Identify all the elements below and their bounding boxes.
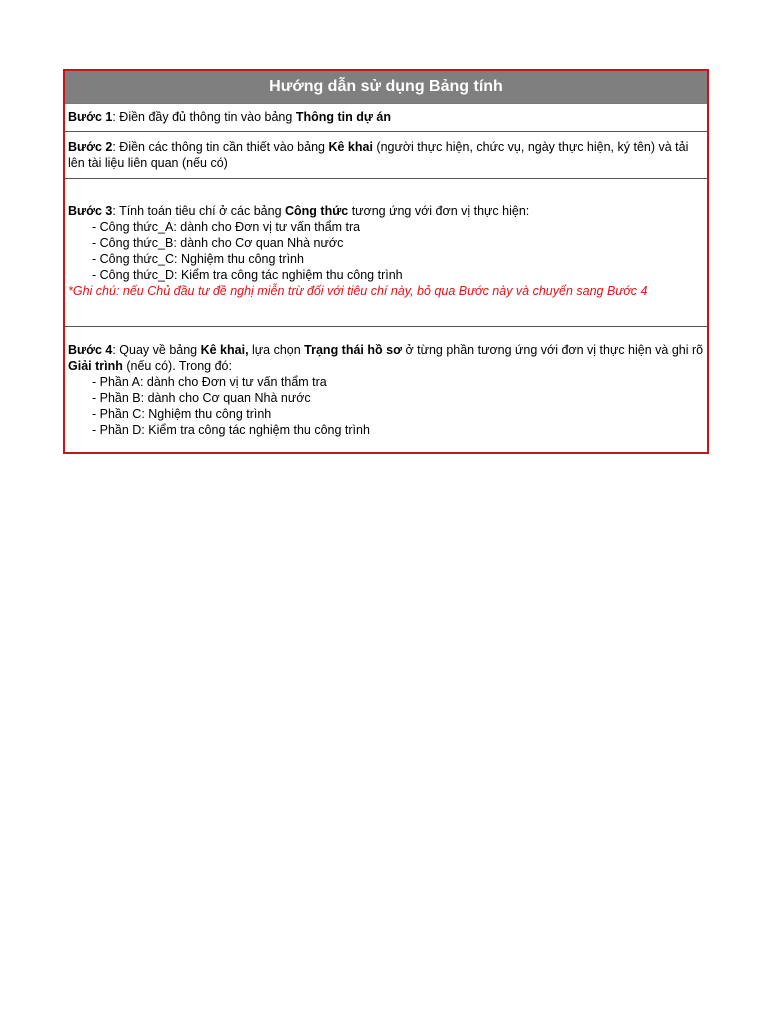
step-4-text-b: lựa chọn bbox=[248, 343, 305, 357]
step-4-row bbox=[65, 327, 707, 452]
step-3-item-d: - Công thức_D: Kiểm tra công tác nghiệm thu công trình bbox=[92, 268, 403, 282]
step-2-text-a: : Điền các thông tin cần thiết vào bảng bbox=[112, 140, 329, 154]
step-3-item-a: - Công thức_A: dành cho Đơn vị tư vấn thẩm tra bbox=[92, 220, 361, 234]
table-title: Hướng dẫn sử dụng Bảng tính bbox=[269, 78, 503, 95]
step-4-bold-b: Trạng thái hồ sơ bbox=[304, 343, 402, 357]
step-4-item-c: - Phần C: Nghiệm thu công trình bbox=[92, 407, 272, 421]
step-3-text-b: tương ứng với đơn vị thực hiện: bbox=[348, 204, 530, 218]
step-4-bold-c: Giải trình bbox=[68, 359, 123, 373]
step-4-text-d: (nếu có). Trong đó: bbox=[122, 359, 232, 373]
step-3-item-c: - Công thức_C: Nghiệm thu công trình bbox=[92, 252, 304, 266]
step-4-text-c: ở từng phần tương ứng với đơn vị thực hiện và ghi rõ bbox=[401, 343, 704, 357]
step-3-row bbox=[65, 179, 707, 327]
step-3-text-a: : Tính toán tiêu chí ở các bảng bbox=[112, 204, 285, 218]
step-3-item-b: - Công thức_B: dành cho Cơ quan Nhà nước bbox=[92, 236, 344, 250]
step-4-bold-a: Kê khai, bbox=[200, 343, 249, 357]
instructions-table bbox=[63, 69, 709, 454]
step-4-label: Bước 4 bbox=[68, 343, 113, 357]
step-3-line bbox=[68, 203, 704, 219]
step-3-label: Bước 3 bbox=[68, 204, 113, 218]
step-4-item-b: - Phần B: dành cho Cơ quan Nhà nước bbox=[92, 391, 311, 405]
step-4-item-a: - Phần A: dành cho Đơn vị tư vấn thẩm tra bbox=[92, 375, 327, 389]
step-4-text-a: : Quay về bảng bbox=[112, 343, 201, 357]
table-header bbox=[65, 71, 707, 104]
step-3-bold: Công thức bbox=[285, 204, 349, 218]
step-4-line bbox=[68, 342, 704, 374]
step-2-text-b: (người thực hiện, chức vụ, ngày thực hiện, ký tên) và tải lên tài liệu liên quan (nếu có) bbox=[68, 140, 689, 170]
step-4-item-d: - Phần D: Kiểm tra công tác nghiệm thu công trình bbox=[92, 423, 370, 437]
step-1-text: : Điền đầy đủ thông tin vào bảng bbox=[112, 110, 296, 124]
step-1-row bbox=[65, 104, 707, 132]
step-2-bold: Kê khai bbox=[328, 140, 373, 154]
step-2-row bbox=[65, 132, 707, 179]
step-2-label: Bước 2 bbox=[68, 140, 113, 154]
step-1-label: Bước 1 bbox=[68, 110, 113, 124]
step-1-bold: Thông tin dự án bbox=[295, 110, 391, 124]
step-3-note: *Ghi chú: nếu Chủ đầu tư đề nghị miễn trừ đối với tiêu chí này, bỏ qua Bước này và chuyển sang Bước 4 bbox=[68, 284, 648, 298]
